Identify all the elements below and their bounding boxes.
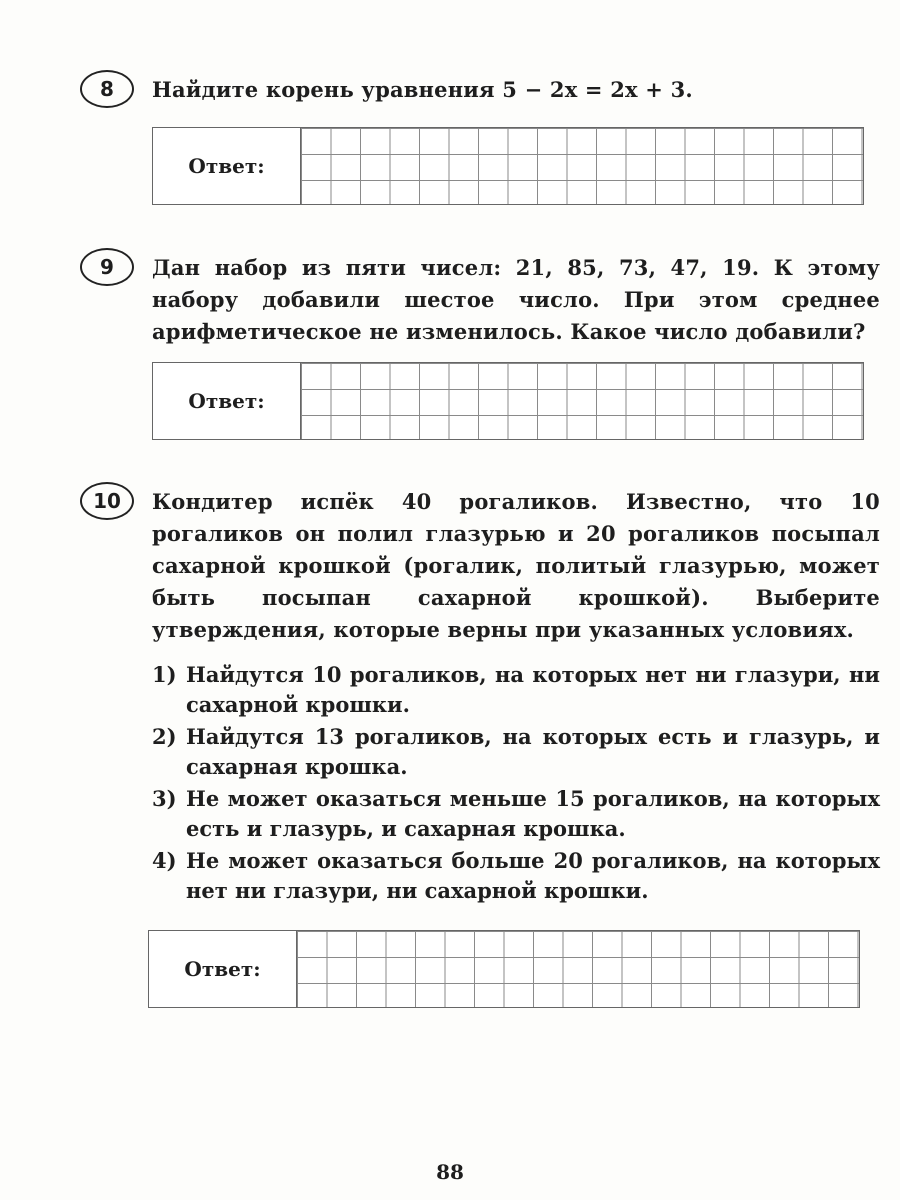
task-10-text: Кондитер испёк 40 рогаликов. Известно, что 10 рогаликов он полил глазурью и 20 рогаликов посыпал сахарной крошкой (рогалик, политый глазурью, может быть посыпан сахарной крошкой). Выберите утверждения, которые верны при указанных условиях. <box>152 489 880 642</box>
task-10-answer-grid[interactable] <box>297 931 859 1007</box>
option-text: Не может оказаться больше 20 рогаликов, на которых нет ни глазури, ни сахарной крошки. <box>186 848 880 903</box>
task-8-answer-box[interactable] <box>152 127 864 205</box>
task-9-answer-grid[interactable] <box>301 363 863 439</box>
option-number: 2) <box>152 724 177 749</box>
task-10-option-4 <box>152 846 880 906</box>
option-number: 4) <box>152 848 177 873</box>
task-9-answer-label: Ответ: <box>153 363 301 439</box>
task-10-option-1 <box>152 660 880 720</box>
option-text: Не может оказаться меньше 15 рогаликов, на которых есть и глазурь, и сахарная крошка. <box>186 786 880 841</box>
option-number: 3) <box>152 786 177 811</box>
task-9-text: Дан набор из пяти чисел: 21, 85, 73, 47, 19. К этому набору добавили шестое число. При этом среднее арифметическое не изменилось. Какое число добавили? <box>152 255 880 344</box>
task-8-number: 8 <box>80 70 134 108</box>
option-number: 1) <box>152 662 177 687</box>
task-10-answer-label: Ответ: <box>149 931 297 1007</box>
task-9-answer-box[interactable] <box>152 362 864 440</box>
task-9-number: 9 <box>80 248 134 286</box>
page-number: 88 <box>436 1160 464 1184</box>
task-10-option-3 <box>152 784 880 844</box>
task-10-number: 10 <box>80 482 134 520</box>
task-10-option-2 <box>152 722 880 782</box>
option-text: Найдутся 10 рогаликов, на которых нет ни глазури, ни сахарной крошки. <box>186 662 880 717</box>
option-text: Найдутся 13 рогаликов, на которых есть и глазурь, и сахарная крошка. <box>186 724 880 779</box>
task-8-text: Найдите корень уравнения 5 − 2x = 2x + 3. <box>152 77 693 102</box>
task-8-answer-label: Ответ: <box>153 128 301 204</box>
task-10-options <box>152 660 880 908</box>
task-8-answer-grid[interactable] <box>301 128 863 204</box>
task-10-answer-box[interactable] <box>148 930 860 1008</box>
